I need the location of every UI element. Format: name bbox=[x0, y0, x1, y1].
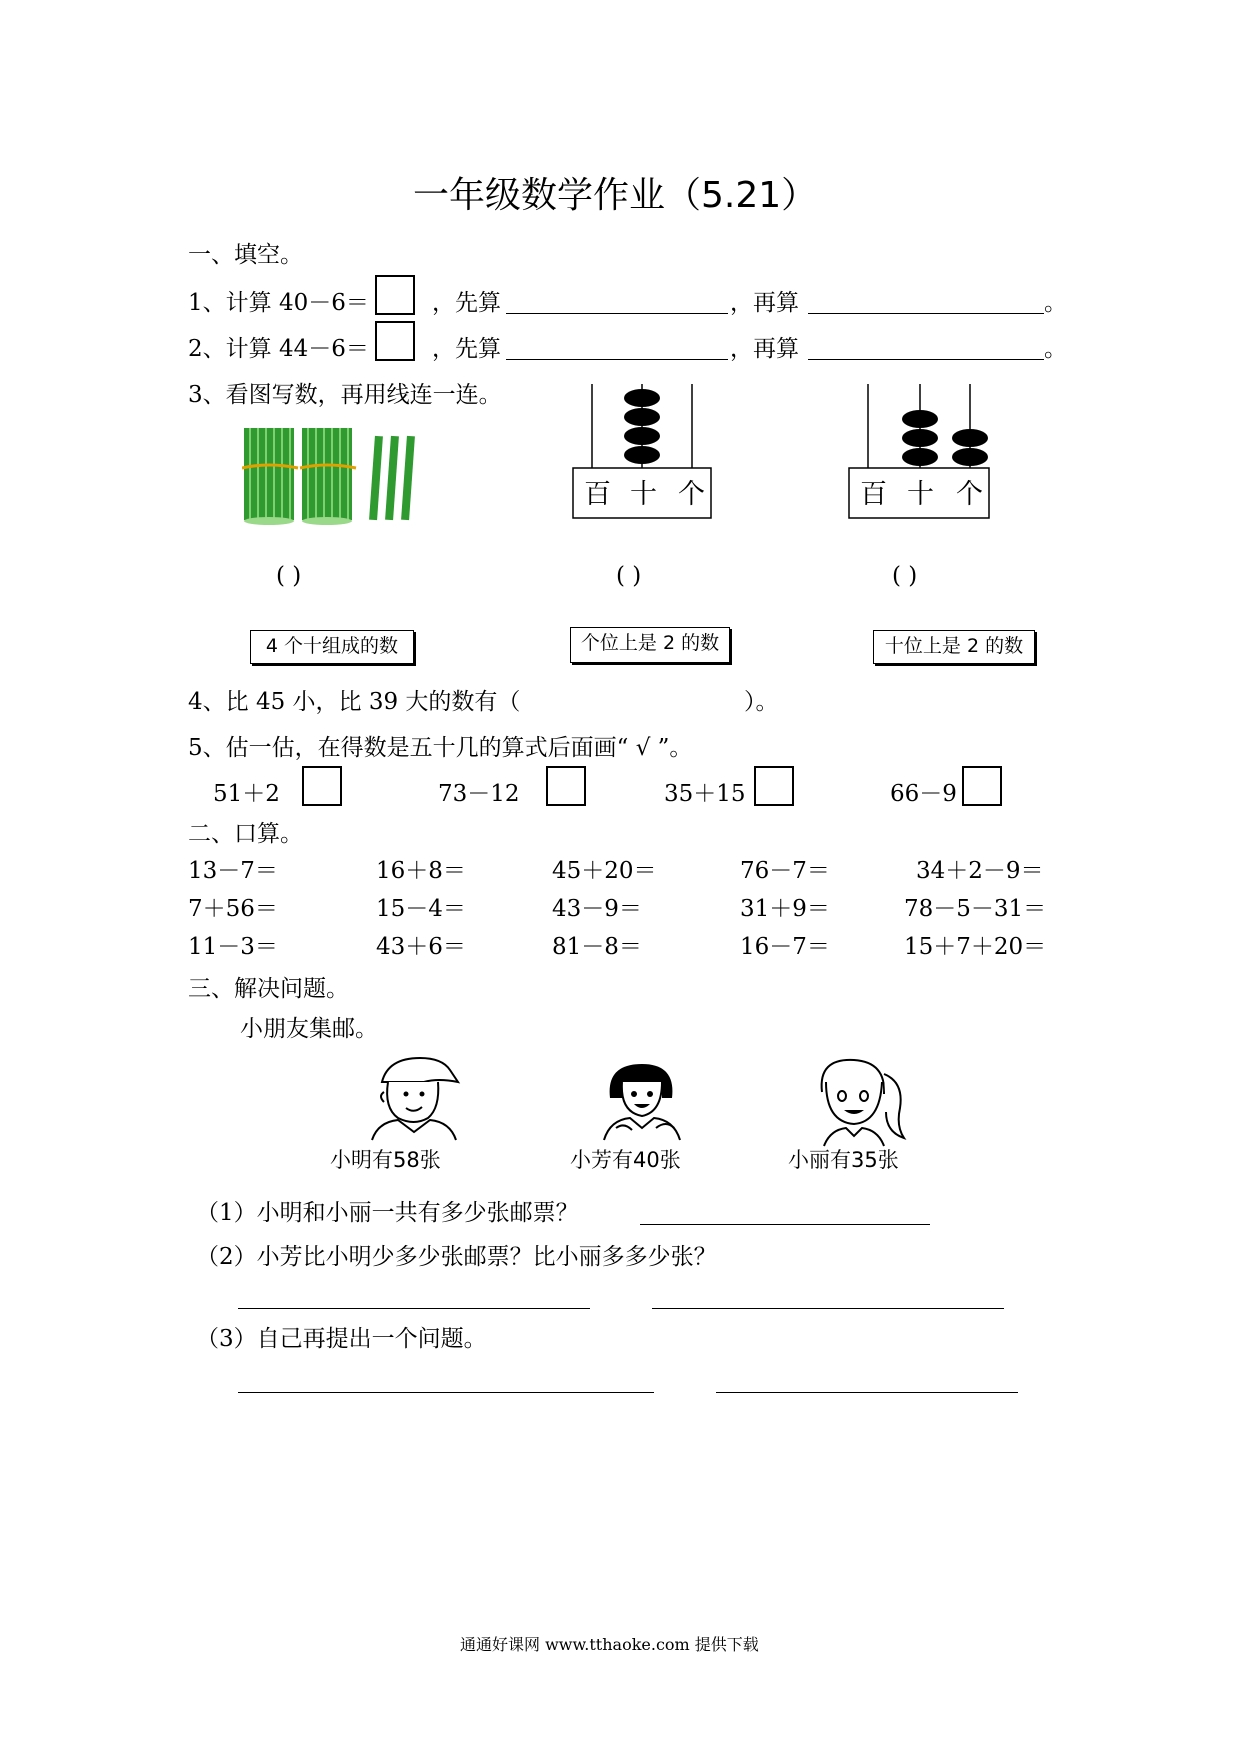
section3-q3-answer-line-2[interactable] bbox=[716, 1392, 1018, 1393]
q2-then-label: ，再算 bbox=[730, 336, 799, 362]
option-box-2[interactable]: 个位上是 2 的数 bbox=[570, 627, 730, 663]
girl-ponytail-icon bbox=[800, 1052, 912, 1148]
calc-r1-c1[interactable]: 13－7＝ bbox=[188, 858, 278, 884]
option-box-3[interactable]: 十位上是 2 的数 bbox=[873, 630, 1035, 664]
section3-q2: （2）小芳比小明少多少张邮票？比小丽多多少张？ bbox=[196, 1244, 717, 1270]
abacus-two-hundreds-label: 百 bbox=[860, 479, 887, 510]
kid-caption-xiaoli: 小丽有35张 bbox=[788, 1148, 899, 1172]
abacus-one-ones-label: 个 bbox=[678, 479, 705, 510]
calc-r2-c4[interactable]: 31＋9＝ bbox=[740, 896, 830, 922]
q4-end: ）。 bbox=[744, 689, 779, 715]
section3-q1: （1）小明和小丽一共有多少张邮票？ bbox=[196, 1200, 579, 1226]
q5-item-1: 51＋2 bbox=[213, 781, 280, 807]
calc-r3-c1[interactable]: 11－3＝ bbox=[188, 934, 278, 960]
q5-item-2: 73－12 bbox=[438, 781, 520, 807]
kid-caption-xiaoming: 小明有58张 bbox=[330, 1148, 441, 1172]
section2-heading: 二、口算。 bbox=[188, 821, 303, 847]
q5-text: 5、估一估，在得数是五十几的算式后面画“ √ ”。 bbox=[188, 735, 693, 761]
option-box-1[interactable]: 4 个十组成的数 bbox=[250, 630, 414, 664]
stick-bundles-icon bbox=[242, 424, 428, 526]
q2-end: 。 bbox=[1044, 336, 1067, 362]
calc-r3-c5[interactable]: 15＋7＋20＝ bbox=[904, 934, 1047, 960]
calc-r3-c4[interactable]: 16－7＝ bbox=[740, 934, 830, 960]
calc-r1-c4[interactable]: 76－7＝ bbox=[740, 858, 830, 884]
girl-bob-icon bbox=[596, 1058, 688, 1142]
q5-item-3: 35＋15 bbox=[664, 781, 746, 807]
q1-then-label: ，再算 bbox=[730, 290, 799, 316]
calc-r2-c5[interactable]: 78－5－31＝ bbox=[904, 896, 1047, 922]
q5-check-box-4[interactable] bbox=[962, 766, 1002, 806]
calc-r1-c3[interactable]: 45＋20＝ bbox=[552, 858, 657, 884]
answer-paren-3[interactable]: ( ) bbox=[892, 563, 918, 589]
abacus-one-tens-label: 十 bbox=[630, 479, 657, 510]
calc-r2-c1[interactable]: 7＋56＝ bbox=[188, 896, 278, 922]
q1-first-label: ，先算 bbox=[432, 290, 501, 316]
q3-text: 3、看图写数，再用线连一连。 bbox=[188, 382, 502, 408]
section3-q2-answer-line-2[interactable] bbox=[652, 1308, 1004, 1309]
section3-subheading: 小朋友集邮。 bbox=[240, 1016, 378, 1042]
q1-end: 。 bbox=[1044, 290, 1067, 316]
q2-second-step-line[interactable] bbox=[808, 359, 1044, 360]
calc-r3-c2[interactable]: 43＋6＝ bbox=[376, 934, 466, 960]
abacus-one-hundreds-label: 百 bbox=[584, 479, 611, 510]
q1-second-step-line[interactable] bbox=[808, 313, 1044, 314]
section3-q3-answer-line-1[interactable] bbox=[238, 1392, 654, 1393]
q5-item-4: 66－9 bbox=[890, 781, 957, 807]
calc-r3-c3[interactable]: 81－8＝ bbox=[552, 934, 642, 960]
q2-first-step-line[interactable] bbox=[506, 359, 728, 360]
q2-first-label: ，先算 bbox=[432, 336, 501, 362]
calc-r1-c5[interactable]: 34＋2－9＝ bbox=[916, 858, 1044, 884]
calc-r1-c2[interactable]: 16＋8＝ bbox=[376, 858, 466, 884]
section1-heading: 一、填空。 bbox=[188, 242, 303, 268]
abacus-two-tens-label: 十 bbox=[907, 479, 934, 510]
q1-answer-box[interactable] bbox=[375, 275, 415, 315]
calc-r2-c3[interactable]: 43－9＝ bbox=[552, 896, 642, 922]
section3-q3: （3）自己再提出一个问题。 bbox=[196, 1326, 487, 1352]
calc-r2-c2[interactable]: 15－4＝ bbox=[376, 896, 466, 922]
q5-check-box-3[interactable] bbox=[754, 766, 794, 806]
section3-heading: 三、解决问题。 bbox=[188, 976, 349, 1002]
q5-check-box-2[interactable] bbox=[546, 766, 586, 806]
footer-source: 通通好课网 www.tthaoke.com 提供下载 bbox=[460, 1635, 759, 1654]
q2-prefix: 2、计算 44－6＝ bbox=[188, 336, 369, 362]
q2-answer-box[interactable] bbox=[375, 321, 415, 361]
section3-q2-answer-line-1[interactable] bbox=[238, 1308, 590, 1309]
answer-paren-1[interactable]: ( ) bbox=[276, 563, 302, 589]
boy-cap-icon bbox=[368, 1052, 464, 1142]
page-title: 一年级数学作业（5.21） bbox=[413, 175, 818, 216]
q1-first-step-line[interactable] bbox=[506, 313, 728, 314]
q5-check-box-1[interactable] bbox=[302, 766, 342, 806]
q4-text: 4、比 45 小，比 39 大的数有（ bbox=[188, 689, 521, 715]
abacus-two-ones-label: 个 bbox=[956, 479, 983, 510]
q1-prefix: 1、计算 40－6＝ bbox=[188, 290, 369, 316]
kid-caption-xiaofang: 小芳有40张 bbox=[570, 1148, 681, 1172]
answer-paren-2[interactable]: ( ) bbox=[616, 563, 642, 589]
section3-q1-answer-line[interactable] bbox=[640, 1224, 930, 1225]
